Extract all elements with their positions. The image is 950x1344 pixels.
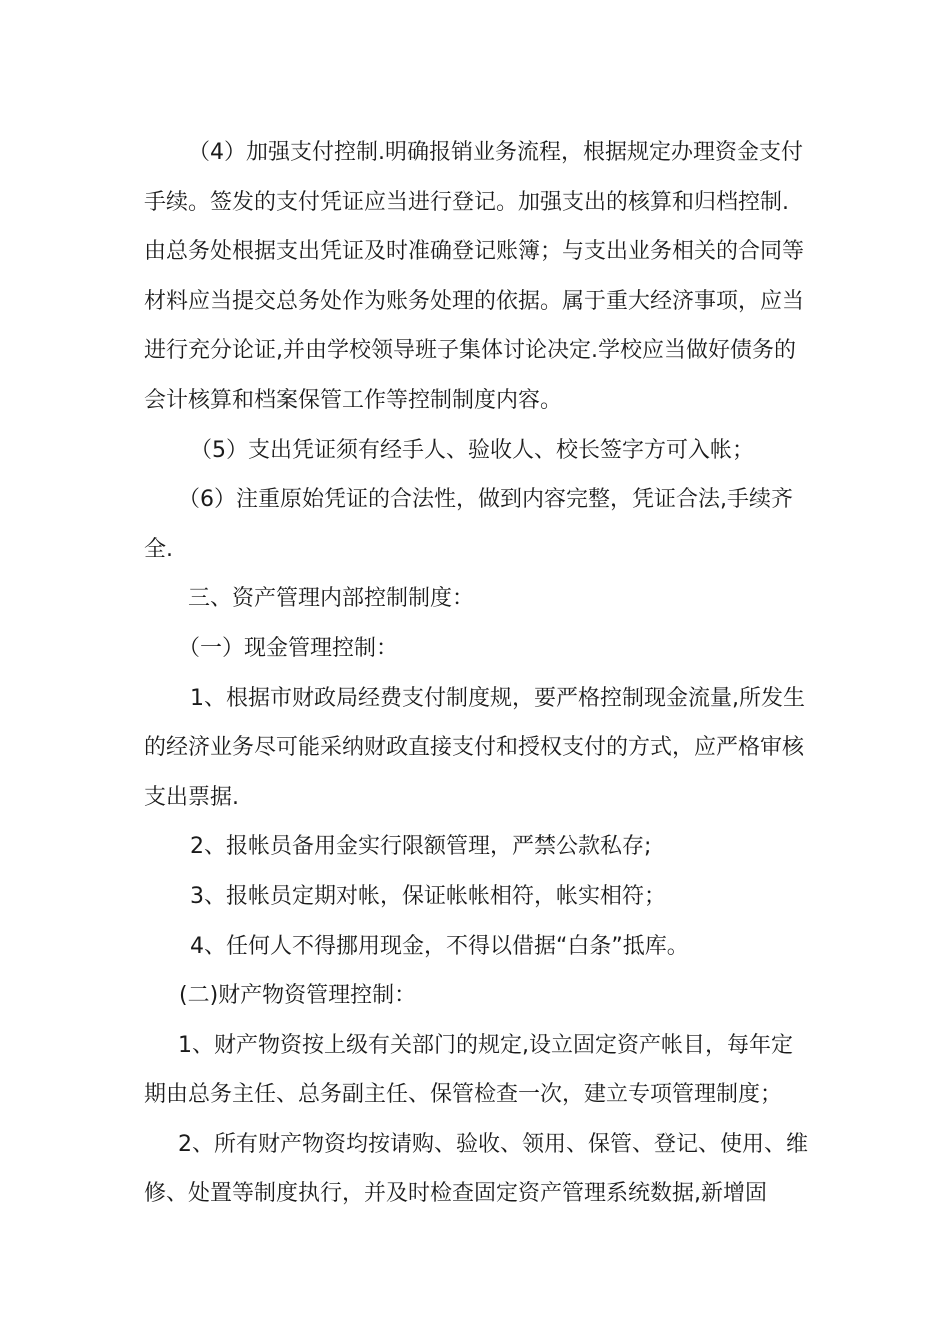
paragraph-original-voucher-legality: （6）注重原始凭证的合法性，做到内容完整，凭证合法,手续齐全.: [144, 487, 793, 562]
list-item-property-1: 1、财产物资按上级有关部门的规定,设立固定资产帐目，每年定期由总务主任、总务副主任、保管检查一次，建立专项管理制度；: [144, 1032, 793, 1108]
list-item-property-2: 2、所有财产物资均按请购、验收、领用、保管、登记、使用、维修、处置等制度执行，并及时检查固定资产管理系统数据,新增固: [144, 1131, 808, 1207]
list-item-cash-2: 2、报帐员备用金实行限额管理，严禁公款私存;: [190, 834, 652, 860]
paragraph-payment-control: （4）加强支付控制.明确报销业务流程，根据规定办理资金支付手续。签发的支付凭证应当进行登记。加强支出的核算和归档控制.由总务处根据支出凭证及时准确登记账簿；与支出业务相关的合同等材料应当提交总务处作为账务处理的依据。属于重大经济事项，应当进行充分论证,并由学校领导班子集体讨论决定.学校应当做好债务的会计核算和档案保管工作等控制制度内容。: [144, 140, 805, 413]
subsection-heading-property-management: (二)财产物资管理控制：: [179, 983, 417, 1009]
list-item-cash-4: 4、任何人不得挪用现金，不得以借据“白条”抵库。: [190, 933, 689, 959]
paragraph-expense-voucher-signatures: （5）支出凭证须有经手人、验收人、校长签字方可入帐；: [190, 437, 754, 463]
document-body: [144, 128, 809, 1219]
section-heading-asset-management: 三、资产管理内部控制制度：: [188, 586, 475, 612]
list-item-cash-1: 1、根据市财政局经费支付制度规，要严格控制现金流量,所发生的经济业务尽可能采纳财政直接支付和授权支付的方式，应严格审核支出票据.: [144, 685, 805, 810]
subsection-heading-cash-management: （一）现金管理控制：: [178, 635, 399, 661]
list-item-cash-3: 3、报帐员定期对帐，保证帐帐相符，帐实相符；: [190, 883, 666, 909]
